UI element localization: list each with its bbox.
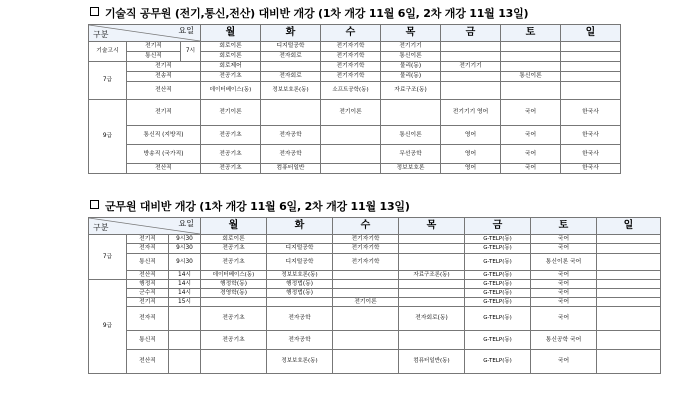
- table-row: [89, 280, 661, 289]
- schedule-cell: 영어: [441, 164, 501, 174]
- schedule-cell: 전자회로: [261, 52, 321, 62]
- schedule-cell: 전자공학: [261, 145, 321, 164]
- square-bullet-icon: [90, 200, 99, 209]
- time-cell: 9시30: [169, 244, 201, 254]
- schedule-cell: 한국사: [561, 100, 621, 126]
- schedule-cell: 국어: [531, 289, 597, 298]
- table-row: [89, 42, 621, 52]
- schedule-cell: G-TELP(동): [465, 350, 531, 374]
- subject-label: 전자직: [127, 307, 169, 331]
- section1-table: [88, 24, 621, 174]
- subject-label: 전기직: [127, 298, 169, 307]
- schedule-cell: G-TELP(동): [465, 271, 531, 280]
- schedule-cell: 국어: [501, 164, 561, 174]
- schedule-cell: 디지털공학: [267, 244, 333, 254]
- table-row: [89, 72, 621, 82]
- schedule-cell: 통신이론: [501, 72, 561, 82]
- schedule-cell: 전기자기학: [333, 254, 399, 271]
- schedule-cell: [333, 331, 399, 350]
- section2-table: [88, 217, 661, 374]
- schedule-cell: [441, 52, 501, 62]
- schedule-cell: 전공기초: [201, 164, 261, 174]
- schedule-cell: [441, 42, 501, 52]
- schedule-cell: [501, 62, 561, 72]
- group-label: 9급: [89, 280, 127, 374]
- subject-label: 행정직: [127, 280, 169, 289]
- schedule-cell: 전기기기 영어: [441, 100, 501, 126]
- schedule-cell: [321, 126, 381, 145]
- corner-category-label: 구분: [93, 223, 109, 232]
- schedule-cell: [597, 271, 661, 280]
- schedule-cell: 회로이론: [201, 42, 261, 52]
- schedule-cell: 컴퓨터일반(동): [399, 350, 465, 374]
- corner-day-label: 요일: [178, 219, 195, 228]
- day-header-thu: 목: [381, 25, 441, 42]
- day-header-sat: 토: [501, 25, 561, 42]
- schedule-cell: 영어: [441, 126, 501, 145]
- schedule-cell: 통신이론: [381, 52, 441, 62]
- schedule-cell: G-TELP(동): [465, 331, 531, 350]
- table-row: [89, 145, 621, 164]
- schedule-cell: [267, 298, 333, 307]
- schedule-cell: 전기기기: [441, 62, 501, 72]
- schedule-cell: 전기기기: [381, 42, 441, 52]
- schedule-cell: 전공기초: [201, 72, 261, 82]
- schedule-cell: 영어: [441, 145, 501, 164]
- schedule-cell: [201, 298, 267, 307]
- table-row: [89, 350, 661, 374]
- schedule-cell: [561, 72, 621, 82]
- schedule-cell: [561, 62, 621, 72]
- schedule-cell: 소프트공학(동): [321, 82, 381, 100]
- subject-label: 통신직 (지방직): [127, 126, 201, 145]
- subject-label: 통신직: [127, 254, 169, 271]
- schedule-cell: G-TELP(동): [465, 235, 531, 244]
- schedule-cell: 데이터베이스(동): [201, 82, 261, 100]
- schedule-cell: 데이터베이스(동): [201, 271, 267, 280]
- schedule-cell: 정보보호론: [381, 164, 441, 174]
- table-row: [89, 244, 661, 254]
- schedule-cell: G-TELP(동): [465, 289, 531, 298]
- subject-label: 전기직: [127, 42, 181, 52]
- schedule-cell: [333, 280, 399, 289]
- table-row: [89, 271, 661, 280]
- day-header-tue: 화: [261, 25, 321, 42]
- day-header-wed: 수: [321, 25, 381, 42]
- table-row: [89, 254, 661, 271]
- subject-label: 방송직 (국가직): [127, 145, 201, 164]
- subject-label: 전산직: [127, 82, 201, 100]
- day-header-fri: 금: [465, 218, 531, 235]
- schedule-cell: [333, 307, 399, 331]
- schedule-cell: G-TELP(동): [465, 307, 531, 331]
- schedule-cell: 물리(동): [381, 62, 441, 72]
- schedule-cell: [399, 280, 465, 289]
- schedule-cell: [597, 254, 661, 271]
- schedule-cell: [501, 52, 561, 62]
- schedule-cell: 디지털공학: [267, 254, 333, 271]
- schedule-cell: [441, 82, 501, 100]
- schedule-cell: 한국사: [561, 145, 621, 164]
- schedule-cell: 전공기초: [201, 145, 261, 164]
- schedule-cell: [381, 100, 441, 126]
- day-header-sun: 일: [597, 218, 661, 235]
- subject-label: 전산직: [127, 350, 169, 374]
- schedule-cell: [399, 298, 465, 307]
- schedule-cell: 회로이론: [201, 52, 261, 62]
- schedule-cell: [261, 62, 321, 72]
- schedule-cell: 물리(동): [381, 72, 441, 82]
- schedule-cell: 국어: [531, 298, 597, 307]
- table-row: [89, 62, 621, 72]
- schedule-cell: [261, 100, 321, 126]
- day-header-sun: 일: [561, 25, 621, 42]
- schedule-cell: [333, 350, 399, 374]
- schedule-cell: 전기자기학: [321, 62, 381, 72]
- schedule-cell: 국어: [501, 126, 561, 145]
- schedule-cell: [561, 82, 621, 100]
- group-label: 9급: [89, 100, 127, 174]
- subject-label: 전기직: [127, 235, 169, 244]
- schedule-cell: [597, 298, 661, 307]
- subject-label: 전자직: [127, 244, 169, 254]
- table-row: [89, 82, 621, 100]
- schedule-cell: G-TELP(동): [465, 244, 531, 254]
- schedule-cell: G-TELP(동): [465, 280, 531, 289]
- schedule-cell: [597, 280, 661, 289]
- schedule-cell: 통신공학 국어: [531, 331, 597, 350]
- schedule-cell: [399, 289, 465, 298]
- schedule-cell: [399, 235, 465, 244]
- header-corner: [89, 25, 201, 42]
- schedule-cell: 국어: [531, 350, 597, 374]
- table-row: [89, 164, 621, 174]
- schedule-cell: 한국사: [561, 126, 621, 145]
- table-row: [89, 126, 621, 145]
- section2-title-text: 군무원 대비반 개강 (1차 개강 11월 6일, 2차 개강 11월 13일): [105, 200, 410, 213]
- table-row: [89, 52, 621, 62]
- corner-category-label: 구분: [93, 30, 109, 39]
- subject-label: 전산직: [127, 271, 169, 280]
- time-cell: 9시30: [169, 254, 201, 271]
- table-row: [89, 298, 661, 307]
- corner-day-label: 요일: [178, 26, 195, 35]
- schedule-cell: 전자회로(동): [399, 307, 465, 331]
- time-cell: 9시30: [169, 235, 201, 244]
- schedule-cell: 전기이론: [333, 298, 399, 307]
- subject-label: 통신직: [127, 331, 169, 350]
- schedule-cell: 전자회로: [261, 72, 321, 82]
- schedule-cell: 행정법(동): [267, 289, 333, 298]
- schedule-cell: 전기자기학: [321, 52, 381, 62]
- time-cell: 14시: [169, 280, 201, 289]
- schedule-cell: [561, 52, 621, 62]
- schedule-cell: [201, 350, 267, 374]
- table-row: [89, 289, 661, 298]
- group-label: 기술고시: [89, 42, 127, 62]
- header-corner: [89, 218, 201, 235]
- schedule-cell: [597, 350, 661, 374]
- schedule-cell: 국어: [501, 100, 561, 126]
- schedule-cell: 정보보호론(동): [267, 271, 333, 280]
- schedule-cell: [597, 331, 661, 350]
- schedule-cell: 통신이론: [381, 126, 441, 145]
- schedule-cell: 경영학(동): [201, 289, 267, 298]
- subject-label: 전송직: [127, 72, 201, 82]
- schedule-cell: 국어: [531, 280, 597, 289]
- schedule-cell: 자료구조론(동): [399, 271, 465, 280]
- schedule-cell: [333, 289, 399, 298]
- schedule-cell: 전기자기학: [333, 235, 399, 244]
- subject-label: 군수직: [127, 289, 169, 298]
- subject-label: 전기직: [127, 62, 201, 72]
- table-row: [89, 100, 621, 126]
- schedule-cell: 정보보호론(동): [261, 82, 321, 100]
- schedule-cell: 국어: [531, 307, 597, 331]
- day-header-thu: 목: [399, 218, 465, 235]
- table-row: [89, 307, 661, 331]
- schedule-cell: [597, 307, 661, 331]
- subject-label: 전산직: [127, 164, 201, 174]
- schedule-cell: [597, 235, 661, 244]
- schedule-cell: [597, 289, 661, 298]
- schedule-cell: 전공기초: [201, 126, 261, 145]
- schedule-cell: 행정학(동): [201, 280, 267, 289]
- schedule-cell: 전기자기학: [321, 42, 381, 52]
- time-cell: 14시: [169, 271, 201, 280]
- schedule-cell: 한국사: [561, 164, 621, 174]
- table-row: [89, 331, 661, 350]
- section2-title: [90, 198, 410, 214]
- schedule-cell: 전기이론: [321, 100, 381, 126]
- schedule-cell: [321, 164, 381, 174]
- schedule-cell: 전자공학: [267, 307, 333, 331]
- day-header-sat: 토: [531, 218, 597, 235]
- schedule-cell: 전공기초: [201, 254, 267, 271]
- section1-title: [90, 5, 528, 21]
- schedule-cell: [399, 331, 465, 350]
- schedule-cell: 전기이론: [201, 100, 261, 126]
- table-row: [89, 235, 661, 244]
- time-cell: 14시: [169, 289, 201, 298]
- schedule-cell: [333, 271, 399, 280]
- schedule-cell: 국어: [531, 244, 597, 254]
- schedule-cell: 정보보호론(동): [267, 350, 333, 374]
- day-header-tue: 화: [267, 218, 333, 235]
- schedule-cell: 자료구조(동): [381, 82, 441, 100]
- schedule-cell: 전공기초: [201, 331, 267, 350]
- time-cell: 7시: [181, 42, 201, 62]
- schedule-cell: 전기자기학: [333, 244, 399, 254]
- schedule-cell: 회로이론: [201, 235, 267, 244]
- schedule-cell: 전기자기학: [321, 72, 381, 82]
- schedule-cell: 전공기초: [201, 244, 267, 254]
- schedule-cell: 디지털공학: [261, 42, 321, 52]
- day-header-fri: 금: [441, 25, 501, 42]
- square-bullet-icon: [90, 7, 99, 16]
- subject-label: 통신직: [127, 52, 181, 62]
- group-label: 7급: [89, 62, 127, 100]
- schedule-cell: 전공기초: [201, 307, 267, 331]
- schedule-cell: 국어: [501, 145, 561, 164]
- day-header-wed: 수: [333, 218, 399, 235]
- schedule-cell: 컴퓨터일반: [261, 164, 321, 174]
- schedule-cell: [399, 244, 465, 254]
- schedule-cell: [501, 82, 561, 100]
- subject-label: 전기직: [127, 100, 201, 126]
- schedule-cell: 행정법(동): [267, 280, 333, 289]
- schedule-cell: [267, 235, 333, 244]
- schedule-cell: 국어: [531, 271, 597, 280]
- schedule-cell: [501, 42, 561, 52]
- schedule-cell: 무선공학: [381, 145, 441, 164]
- schedule-cell: [399, 254, 465, 271]
- schedule-cell: 국어: [531, 235, 597, 244]
- schedule-cell: [597, 244, 661, 254]
- day-header-mon: 월: [201, 218, 267, 235]
- section1-title-text: 기술직 공무원 (전기,통신,전산) 대비반 개강 (1차 개강 11월 6일, 2차 개강 11월 13일): [105, 7, 529, 20]
- schedule-cell: G-TELP(동): [465, 298, 531, 307]
- schedule-cell: 전자공학: [267, 331, 333, 350]
- time-cell: [169, 350, 201, 374]
- group-label: 7급: [89, 235, 127, 280]
- schedule-cell: 통신이론 국어: [531, 254, 597, 271]
- day-header-mon: 월: [201, 25, 261, 42]
- time-cell: [169, 331, 201, 350]
- schedule-cell: 회로제어: [201, 62, 261, 72]
- time-cell: 15시: [169, 298, 201, 307]
- schedule-cell: G-TELP(동): [465, 254, 531, 271]
- schedule-cell: [441, 72, 501, 82]
- schedule-cell: [321, 145, 381, 164]
- time-cell: [169, 307, 201, 331]
- schedule-cell: 전자공학: [261, 126, 321, 145]
- schedule-cell: [561, 42, 621, 52]
